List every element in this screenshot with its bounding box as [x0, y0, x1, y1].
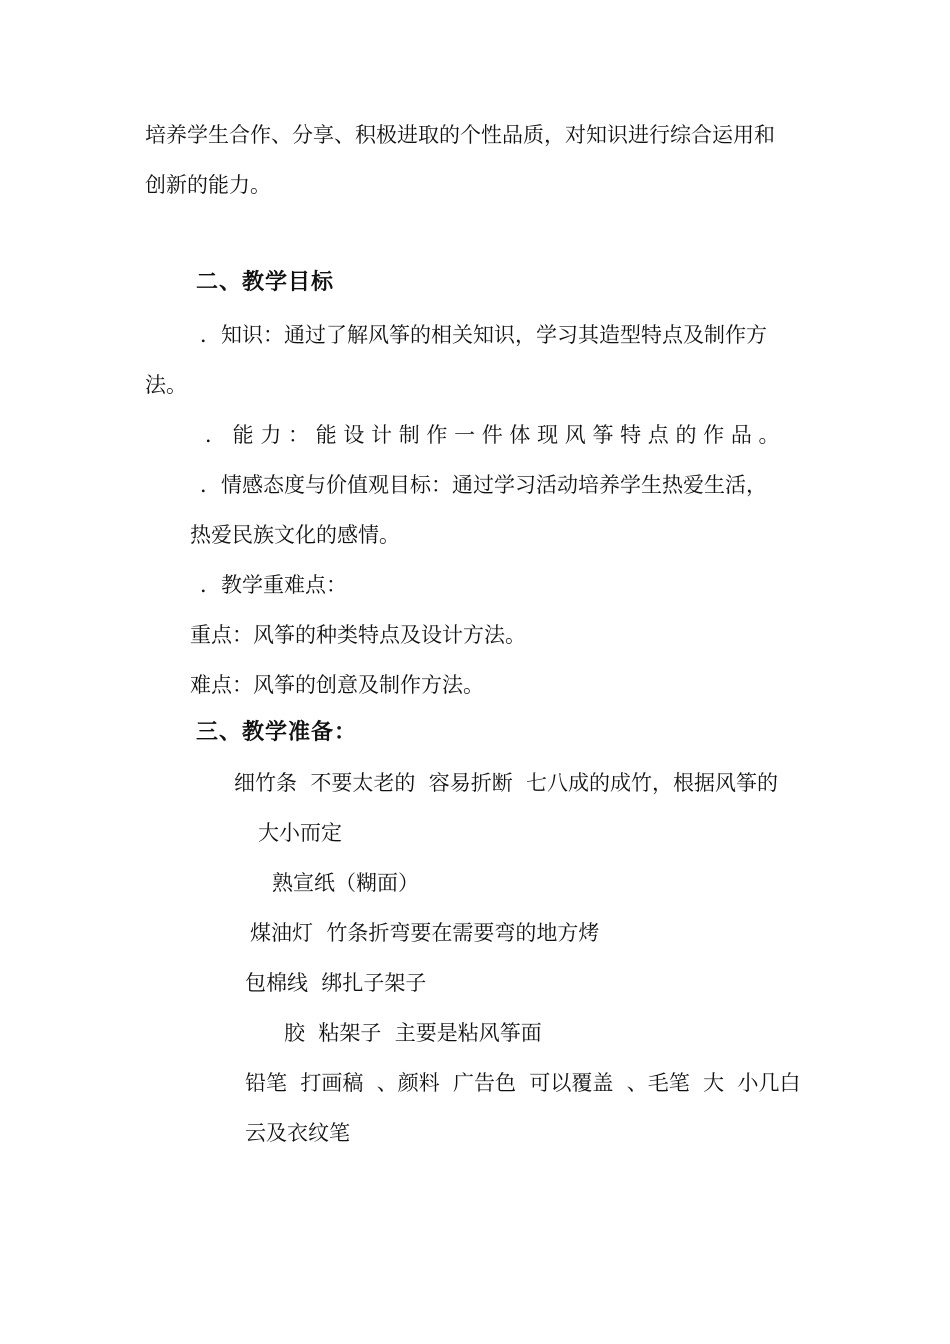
- goal-ability: ． 能 力 ： 能 设 计 制 作 一 件 体 现 风 筝 特 点 的 作 品 。: [205, 423, 780, 447]
- key-points-title: ．教学重难点：: [200, 573, 347, 597]
- goal-emotion-line-2: 热爱民族文化的感情。: [190, 523, 400, 547]
- goal-knowledge-line-2: 法。: [145, 373, 187, 397]
- difficulty-point: 难点：风筝的创意及制作方法。: [190, 673, 484, 697]
- intro-line-1: 培养学生合作、分享、积极进取的个性品质，对知识进行综合运用和: [145, 123, 775, 147]
- intro-line-2: 创新的能力。: [145, 173, 271, 197]
- prep-item-pencil-line-2: 云及衣纹笔: [245, 1121, 350, 1145]
- prep-item-bamboo-line-2: 大小而定: [258, 821, 342, 845]
- prep-item-thread: 包棉线 绑扎子架子: [245, 971, 427, 995]
- section-heading-goals: 二、教学目标: [196, 270, 335, 295]
- goal-knowledge-line-1: ．知识：通过了解风筝的相关知识，学习其造型特点及制作方: [200, 323, 767, 347]
- goal-emotion-line-1: ．情感态度与价值观目标：通过学习活动培养学生热爱生活，: [200, 473, 767, 497]
- prep-item-paper: 熟宣纸（糊面）: [272, 871, 419, 895]
- prep-item-lamp: 煤油灯 竹条折弯要在需要弯的地方烤: [250, 921, 600, 945]
- prep-item-glue: 胶 粘架子 主要是粘风筝面: [284, 1021, 542, 1045]
- prep-item-pencil-line-1: 铅笔 打画稿 、颜料 广告色 可以覆盖 、毛笔 大 小几白: [245, 1071, 801, 1095]
- prep-item-bamboo-line-1: 细竹条 不要太老的 容易折断 七八成的成竹，根据风筝的: [234, 771, 779, 795]
- section-heading-preparation: 三、教学准备：: [196, 720, 358, 745]
- focus-point: 重点：风筝的种类特点及设计方法。: [190, 623, 526, 647]
